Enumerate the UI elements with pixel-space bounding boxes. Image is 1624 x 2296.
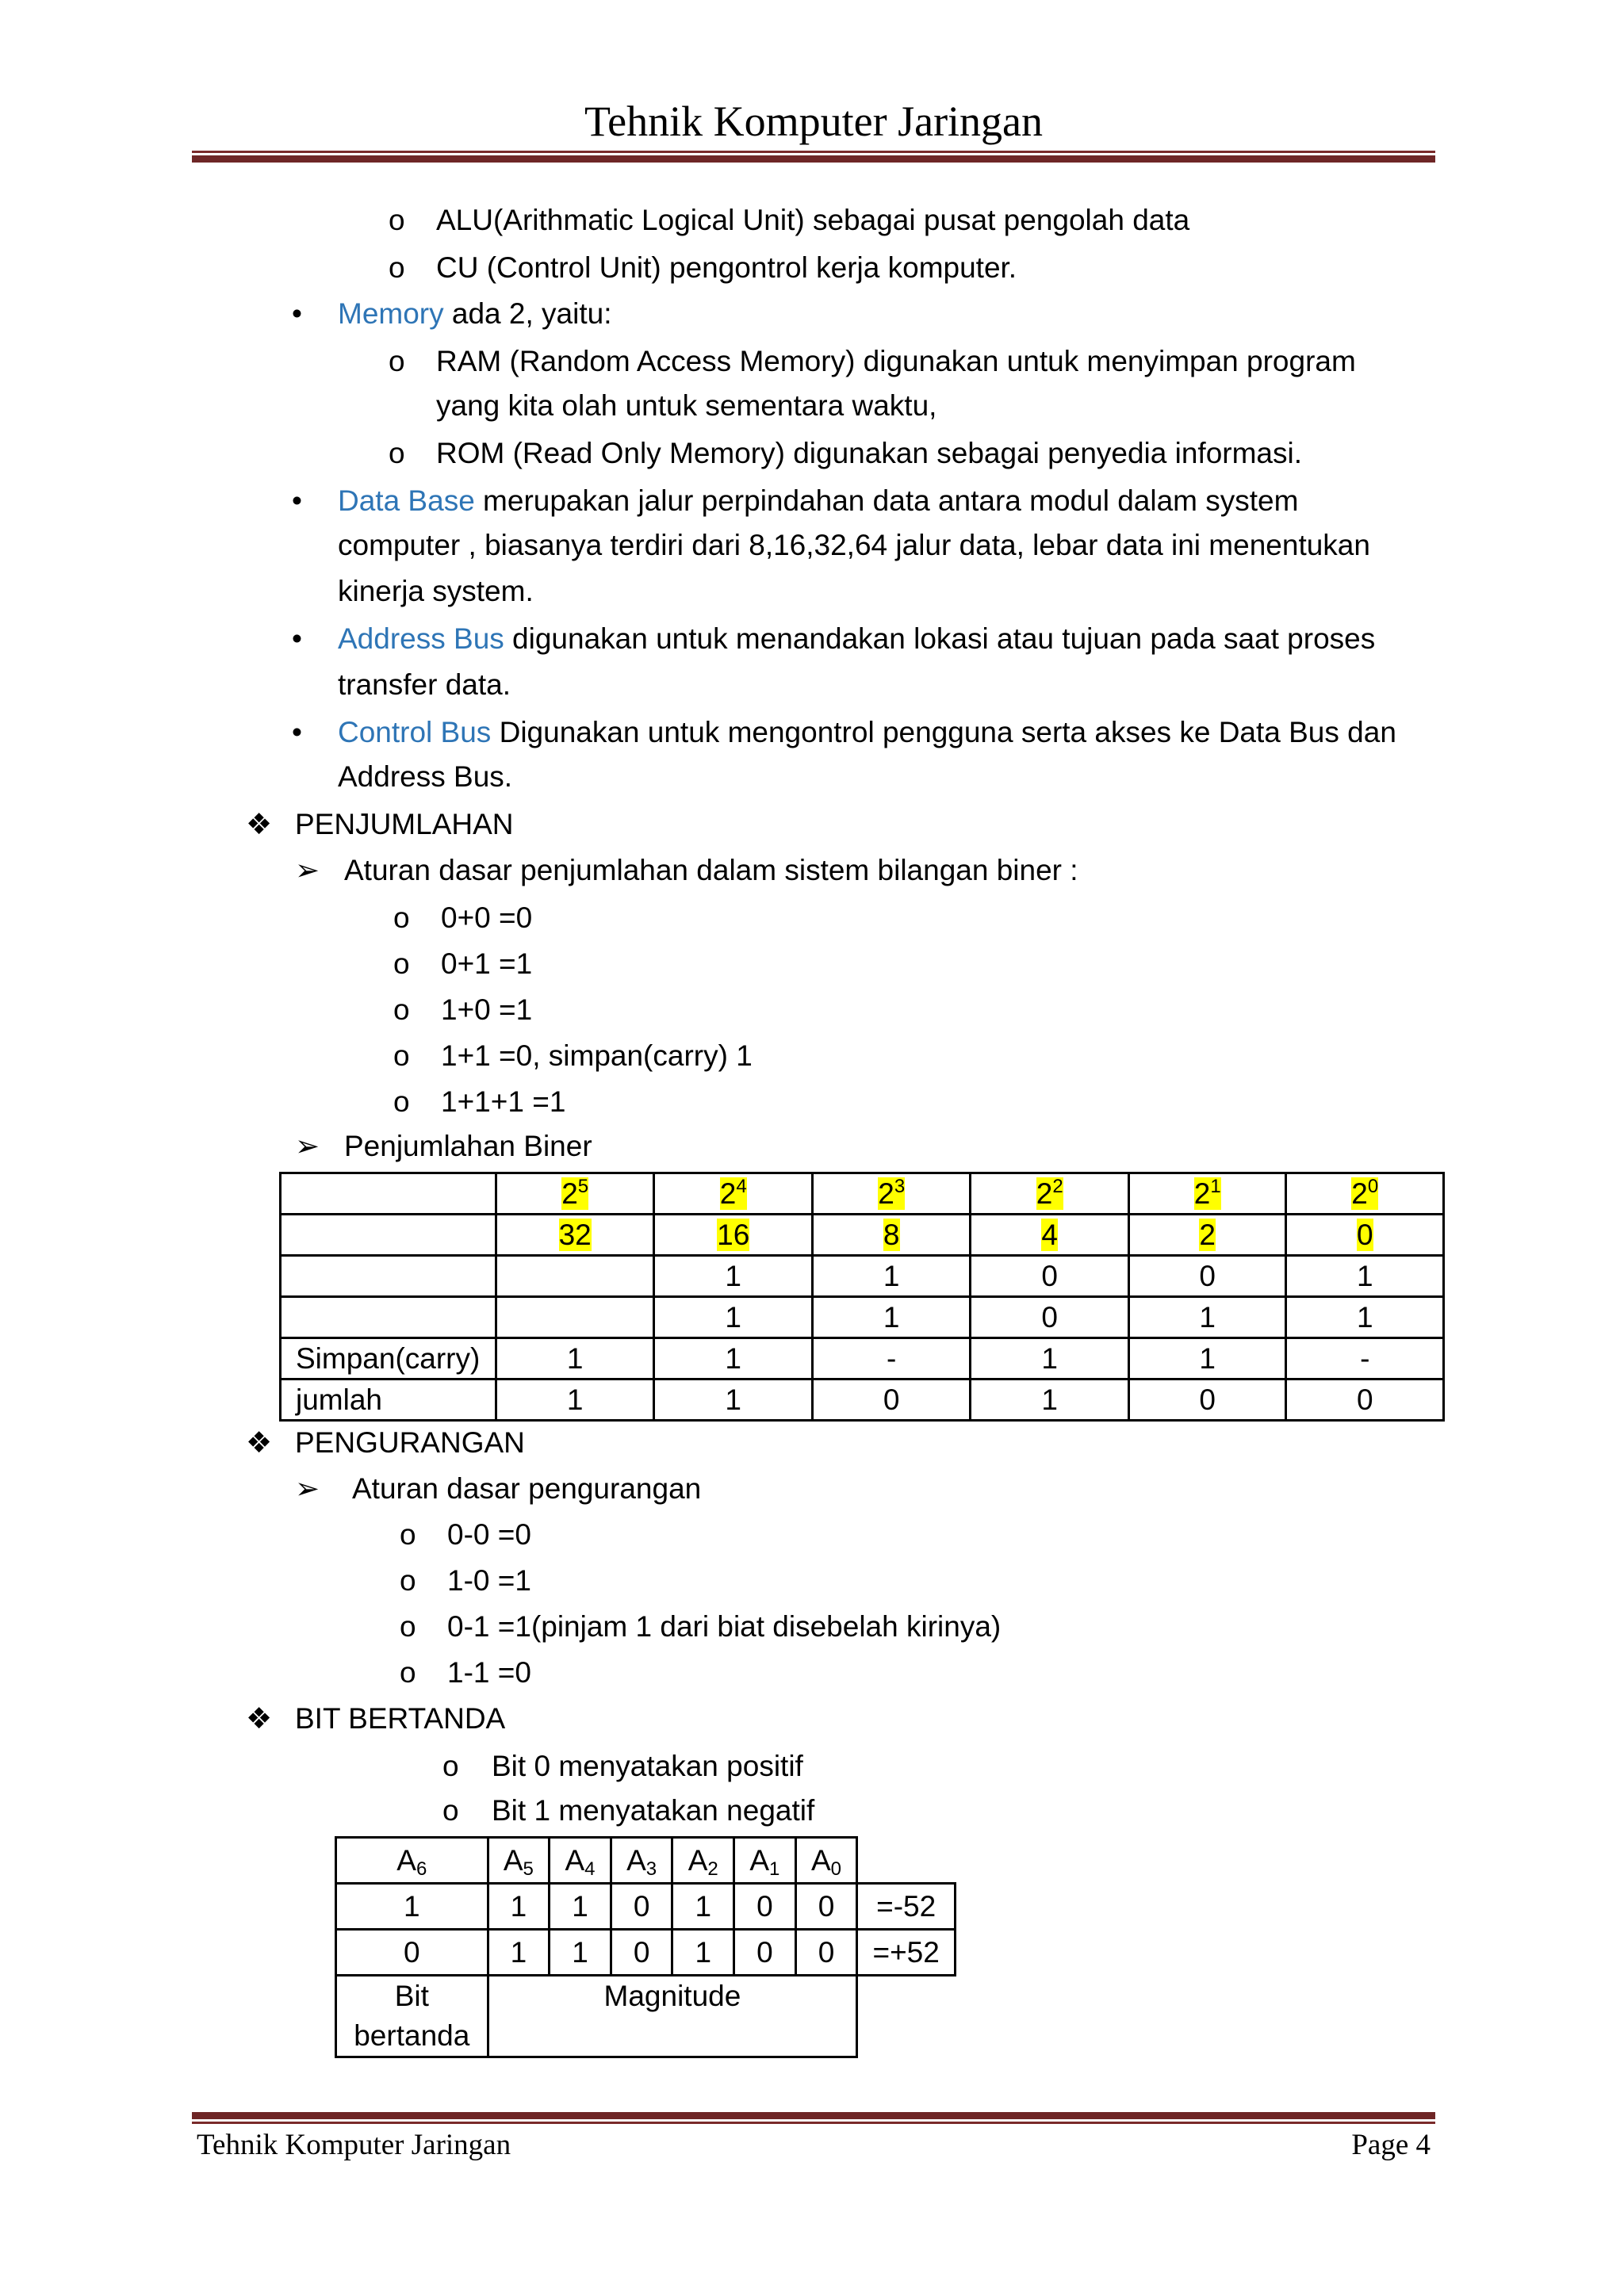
table-cell: 1 [1286, 1297, 1444, 1338]
table-cell: 1 [812, 1297, 971, 1338]
table-cell [971, 1215, 1129, 1256]
table-row [281, 1380, 1444, 1421]
table-cell [496, 1297, 654, 1338]
penjumlahan-rules-title: Aturan dasar penjumlahan dalam sistem bilangan biner : [344, 854, 1078, 886]
table-row [336, 1976, 956, 2057]
table-row [281, 1338, 1444, 1380]
circle-bullet-icon: o [400, 1610, 416, 1643]
power-label: $2^1$ [1193, 1175, 1221, 1210]
control-text: Digunakan untuk mengontrol pengguna serta akses ke Data Bus dan [491, 716, 1396, 748]
penjumlahan-rule: 1+1+1 =1 [441, 1085, 566, 1118]
term-memory: Memory [338, 297, 444, 330]
penjumlahan-rule: 1+1 =0, simpan(carry) 1 [441, 1039, 753, 1072]
diamond-bullet-icon: ❖ [246, 808, 273, 840]
term-control-bus: Control Bus [338, 716, 492, 748]
power-label: $2^0$ [1351, 1175, 1379, 1210]
penjumlahan-table-title: Penjumlahan Biner [344, 1130, 592, 1162]
pengurangan-rule: 0-0 =0 [447, 1518, 531, 1551]
table-cell: 1 [812, 1256, 971, 1297]
bullet-dot-icon: • [292, 622, 302, 655]
signed-bit-table [335, 1836, 956, 2058]
table-cell: 1 [654, 1338, 813, 1380]
table-cell: - [1286, 1338, 1444, 1380]
footer-rule-thin [192, 2122, 1435, 2124]
circle-bullet-icon: o [393, 901, 410, 934]
empty-cell [857, 1976, 956, 2057]
decimal-value: =+52 [857, 1930, 956, 1976]
table-cell: 0 [795, 1884, 857, 1930]
list-item-ram-1: RAM (Random Access Memory) digunakan untuk menyimpan program [436, 345, 1356, 377]
circle-bullet-icon: o [389, 437, 405, 469]
decimal-value: =-52 [857, 1884, 956, 1930]
table-cell: 0 [611, 1884, 672, 1930]
circle-bullet-icon: o [393, 1085, 410, 1118]
list-item-database-1 [338, 480, 1298, 522]
list-item-cu: CU (Control Unit) pengontrol kerja komputer. [436, 251, 1017, 284]
list-item-control-2: Address Bus. [338, 760, 513, 793]
table-cell: 1 [654, 1380, 813, 1421]
table-cell [1128, 1215, 1286, 1256]
list-item-address-2: transfer data. [338, 668, 511, 701]
table-cell: 0 [336, 1930, 488, 1976]
table-cell: 1 [488, 1930, 550, 1976]
list-item-address-1 [338, 618, 1375, 660]
binary-addition-table [279, 1172, 1445, 1422]
table-cell [496, 1215, 654, 1256]
table-cell: 1 [971, 1338, 1129, 1380]
pengurangan-rule: 1-1 =0 [447, 1656, 531, 1689]
page-header-title: Tehnik Komputer Jaringan [584, 98, 1044, 145]
table-cell: 0 [1286, 1380, 1444, 1421]
pengurangan-rule: 1-0 =1 [447, 1564, 531, 1597]
heading-pengurangan: PENGURANGAN [295, 1426, 525, 1459]
magnitude-label: Magnitude [488, 1976, 857, 2057]
weight-value: 0 [1356, 1218, 1373, 1251]
table-row [281, 1173, 1444, 1215]
footer-rule-thick [192, 2112, 1435, 2119]
table-cell: 0 [734, 1930, 796, 1976]
table-cell [496, 1173, 654, 1215]
table-cell: 1 [672, 1884, 734, 1930]
table-cell: 0 [795, 1930, 857, 1976]
diamond-bullet-icon: ❖ [246, 1426, 273, 1459]
sign-bit-label: Bit bertanda [336, 1976, 488, 2057]
memory-text: ada 2, yaitu: [443, 297, 612, 330]
table-row [336, 1884, 956, 1930]
weight-value: 32 [558, 1218, 592, 1251]
weight-value: 2 [1199, 1218, 1216, 1251]
address-text: digunakan untuk menandakan lokasi atau tujuan pada saat proses [504, 622, 1376, 655]
table-cell: 1 [336, 1884, 488, 1930]
table-row [281, 1215, 1444, 1256]
circle-bullet-icon: o [393, 947, 410, 980]
circle-bullet-icon: o [400, 1656, 416, 1689]
heading-penjumlahan: PENJUMLAHAN [295, 808, 514, 840]
bullet-dot-icon: • [292, 484, 302, 517]
circle-bullet-icon: o [389, 251, 405, 284]
circle-bullet-icon: o [393, 1039, 410, 1072]
power-label: $2^5$ [561, 1175, 589, 1210]
list-item-database-3: kinerja system. [338, 575, 534, 607]
penjumlahan-rule: 0+0 =0 [441, 901, 533, 934]
table-row [281, 1256, 1444, 1297]
table-cell: 1 [1286, 1256, 1444, 1297]
list-item-database-2: computer , biasanya terdiri dari 8,16,32,64 jalur data, lebar data ini menentukan [338, 529, 1370, 561]
penjumlahan-rule: 0+1 =1 [441, 947, 533, 980]
table-cell: - [812, 1338, 971, 1380]
table-cell: 0 [611, 1930, 672, 1976]
arrow-bullet-icon: ➢ [295, 854, 320, 886]
table-cell: 0 [812, 1380, 971, 1421]
circle-bullet-icon: o [442, 1794, 459, 1827]
list-item-rom: ROM (Read Only Memory) digunakan sebagai penyedia informasi. [436, 437, 1303, 469]
table-cell: 1 [1128, 1338, 1286, 1380]
table-cell [812, 1173, 971, 1215]
table-cell: 0 [971, 1297, 1129, 1338]
header-rule-thin [192, 151, 1435, 153]
arrow-bullet-icon: ➢ [295, 1472, 320, 1505]
weight-value: 4 [1041, 1218, 1058, 1251]
table-cell: 1 [654, 1256, 813, 1297]
table-cell [1286, 1173, 1444, 1215]
table-cell [281, 1256, 496, 1297]
table-cell: 1 [550, 1884, 611, 1930]
column-header: $A_4$ [550, 1838, 611, 1884]
power-label: $2^2$ [1036, 1175, 1063, 1210]
pengurangan-rules-title: Aturan dasar pengurangan [352, 1472, 702, 1505]
table-cell [281, 1297, 496, 1338]
table-cell [812, 1215, 971, 1256]
penjumlahan-rule: 1+0 =1 [441, 993, 533, 1026]
table-row [336, 1930, 956, 1976]
table-cell: 0 [1128, 1380, 1286, 1421]
table-row [281, 1297, 1444, 1338]
table-cell: 1 [496, 1338, 654, 1380]
table-cell [281, 1173, 496, 1215]
carry-label: Simpan(carry) [281, 1338, 496, 1380]
circle-bullet-icon: o [400, 1564, 416, 1597]
table-cell [1286, 1215, 1444, 1256]
table-cell: 0 [734, 1884, 796, 1930]
term-address-bus: Address Bus [338, 622, 504, 655]
table-row [336, 1838, 956, 1884]
table-cell [496, 1256, 654, 1297]
heading-bit-bertanda: BIT BERTANDA [295, 1702, 506, 1735]
footer-title: Tehnik Komputer Jaringan [197, 2129, 511, 2161]
bit-rule: Bit 1 menyatakan negatif [492, 1794, 815, 1827]
list-item-alu: ALU(Arithmatic Logical Unit) sebagai pusat pengolah data [436, 204, 1190, 236]
circle-bullet-icon: o [389, 345, 405, 377]
table-cell [1128, 1173, 1286, 1215]
table-cell [654, 1215, 813, 1256]
table-cell: 1 [496, 1380, 654, 1421]
table-cell: 1 [654, 1297, 813, 1338]
table-cell: 0 [1128, 1256, 1286, 1297]
header-rule-thick [192, 155, 1435, 163]
table-cell: 1 [550, 1930, 611, 1976]
list-item-memory [338, 293, 612, 335]
term-database: Data Base [338, 484, 475, 517]
weight-value: 16 [717, 1218, 750, 1251]
column-header: $A_0$ [795, 1838, 857, 1884]
pengurangan-rule: 0-1 =1(pinjam 1 dari biat disebelah kirinya) [447, 1610, 1002, 1643]
table-cell: 1 [1128, 1297, 1286, 1338]
table-cell [971, 1173, 1129, 1215]
table-cell: 1 [971, 1380, 1129, 1421]
diamond-bullet-icon: ❖ [246, 1702, 273, 1735]
circle-bullet-icon: o [400, 1518, 416, 1551]
bit-rule: Bit 0 menyatakan positif [492, 1750, 803, 1782]
column-header: $A_5$ [488, 1838, 550, 1884]
column-header: $A_6$ [336, 1838, 488, 1884]
power-label: $2^3$ [878, 1175, 906, 1210]
sum-label: jumlah [281, 1380, 496, 1421]
column-header: $A_1$ [734, 1838, 796, 1884]
weight-value: 8 [883, 1218, 900, 1251]
empty-cell [857, 1838, 956, 1884]
table-cell [654, 1173, 813, 1215]
arrow-bullet-icon: ➢ [295, 1130, 320, 1162]
circle-bullet-icon: o [393, 993, 410, 1026]
list-item-ram-2: yang kita olah untuk sementara waktu, [436, 389, 937, 422]
power-label: $2^4$ [719, 1175, 747, 1210]
bullet-dot-icon: • [292, 297, 302, 330]
page-number: Page 4 [1351, 2129, 1431, 2161]
column-header: $A_3$ [611, 1838, 672, 1884]
circle-bullet-icon: o [442, 1750, 459, 1782]
table-cell: 1 [672, 1930, 734, 1976]
database-text: merupakan jalur perpindahan data antara modul dalam system [474, 484, 1299, 517]
table-cell: 0 [971, 1256, 1129, 1297]
column-header: $A_2$ [672, 1838, 734, 1884]
bullet-dot-icon: • [292, 716, 302, 748]
table-cell: 1 [488, 1884, 550, 1930]
table-cell [281, 1215, 496, 1256]
list-item-control-1 [338, 712, 1396, 753]
circle-bullet-icon: o [389, 204, 405, 236]
